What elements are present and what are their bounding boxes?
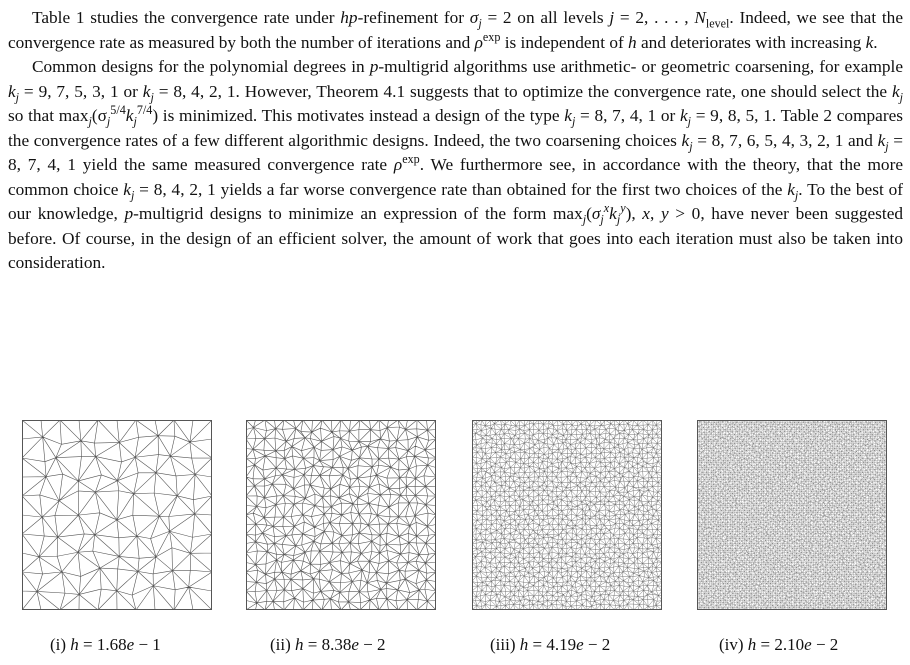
mesh-2-caption: (ii) h = 8.38e − 2 (270, 635, 386, 654)
mesh-figure-3 (472, 420, 662, 654)
mesh-figure-row (0, 420, 910, 660)
mesh-1-image (22, 420, 212, 610)
mesh-2-image (246, 420, 436, 610)
mesh-figure-2 (246, 420, 436, 654)
mesh-edges (22, 420, 212, 610)
mesh-4-caption: (iv) h = 2.10e − 2 (719, 635, 839, 654)
paragraph-1: Table 1 studies the convergence rate under hp-refinement for $\sigma_j = 2$ on all levels j = 2, . . . , $N_{level}$. Indeed, we see that the convergence rate as measured by both the number of iterations and $\rho^{exp}$ is independent of h and deteriorates with increasing k. (8, 8, 903, 52)
body-text (8, 6, 903, 276)
mesh-1-caption: (i) h = 1.68e − 1 (50, 635, 161, 654)
mesh-edges (246, 420, 436, 610)
mesh-figure-1 (22, 420, 212, 654)
mesh-3-caption: (iii) h = 4.19e − 2 (490, 635, 611, 654)
mesh-edges (472, 420, 662, 610)
mesh-figure-4 (697, 420, 887, 654)
paragraph-2: Common designs for the polynomial degrees in p-multigrid algorithms use arithmetic- or geometric coarsening, for example $k_j = 9$, 7, 5, 3, 1 or $k_j = 8$, 4, 2, 1. However, Theorem 4.1 suggests that to optimize the convergence rate, one should select the $k_j$ so that $\max_j(\sigma_j^{5/4}k_j^{7/4})$ is minimized. This motivates instead a design of the type $k_j = 8$, 7, 4, 1 or $k_j = 9$, 8, 5, 1. Table 2 compares the convergence rates of a few different algorithmic designs. Indeed, the two coarsening choices $k_j = 8$, 7, 6, 5, 4, 3, 2, 1 and $k_j = 8$, 7, 4, 1 yield the same measured convergence rate $\rho^{exp}$. We furthermore see, in accordance with the theory, that the more common choice $k_j = 8$, 4, 2, 1 yields a far worse convergence rate than obtained for the first two choices of the $k_j$. To the best of our knowledge, p-multigrid designs to minimize an expression of the form $\max_j(\sigma_j^xk_j^y)$, x, y > 0, have never been suggested before. Of course, in the design of an efficient solver, the amount of work that goes into each iteration must also be taken into consideration. (8, 57, 904, 272)
mesh-4-image (697, 420, 887, 610)
mesh-edges (697, 420, 887, 610)
mesh-3-image (472, 420, 662, 610)
